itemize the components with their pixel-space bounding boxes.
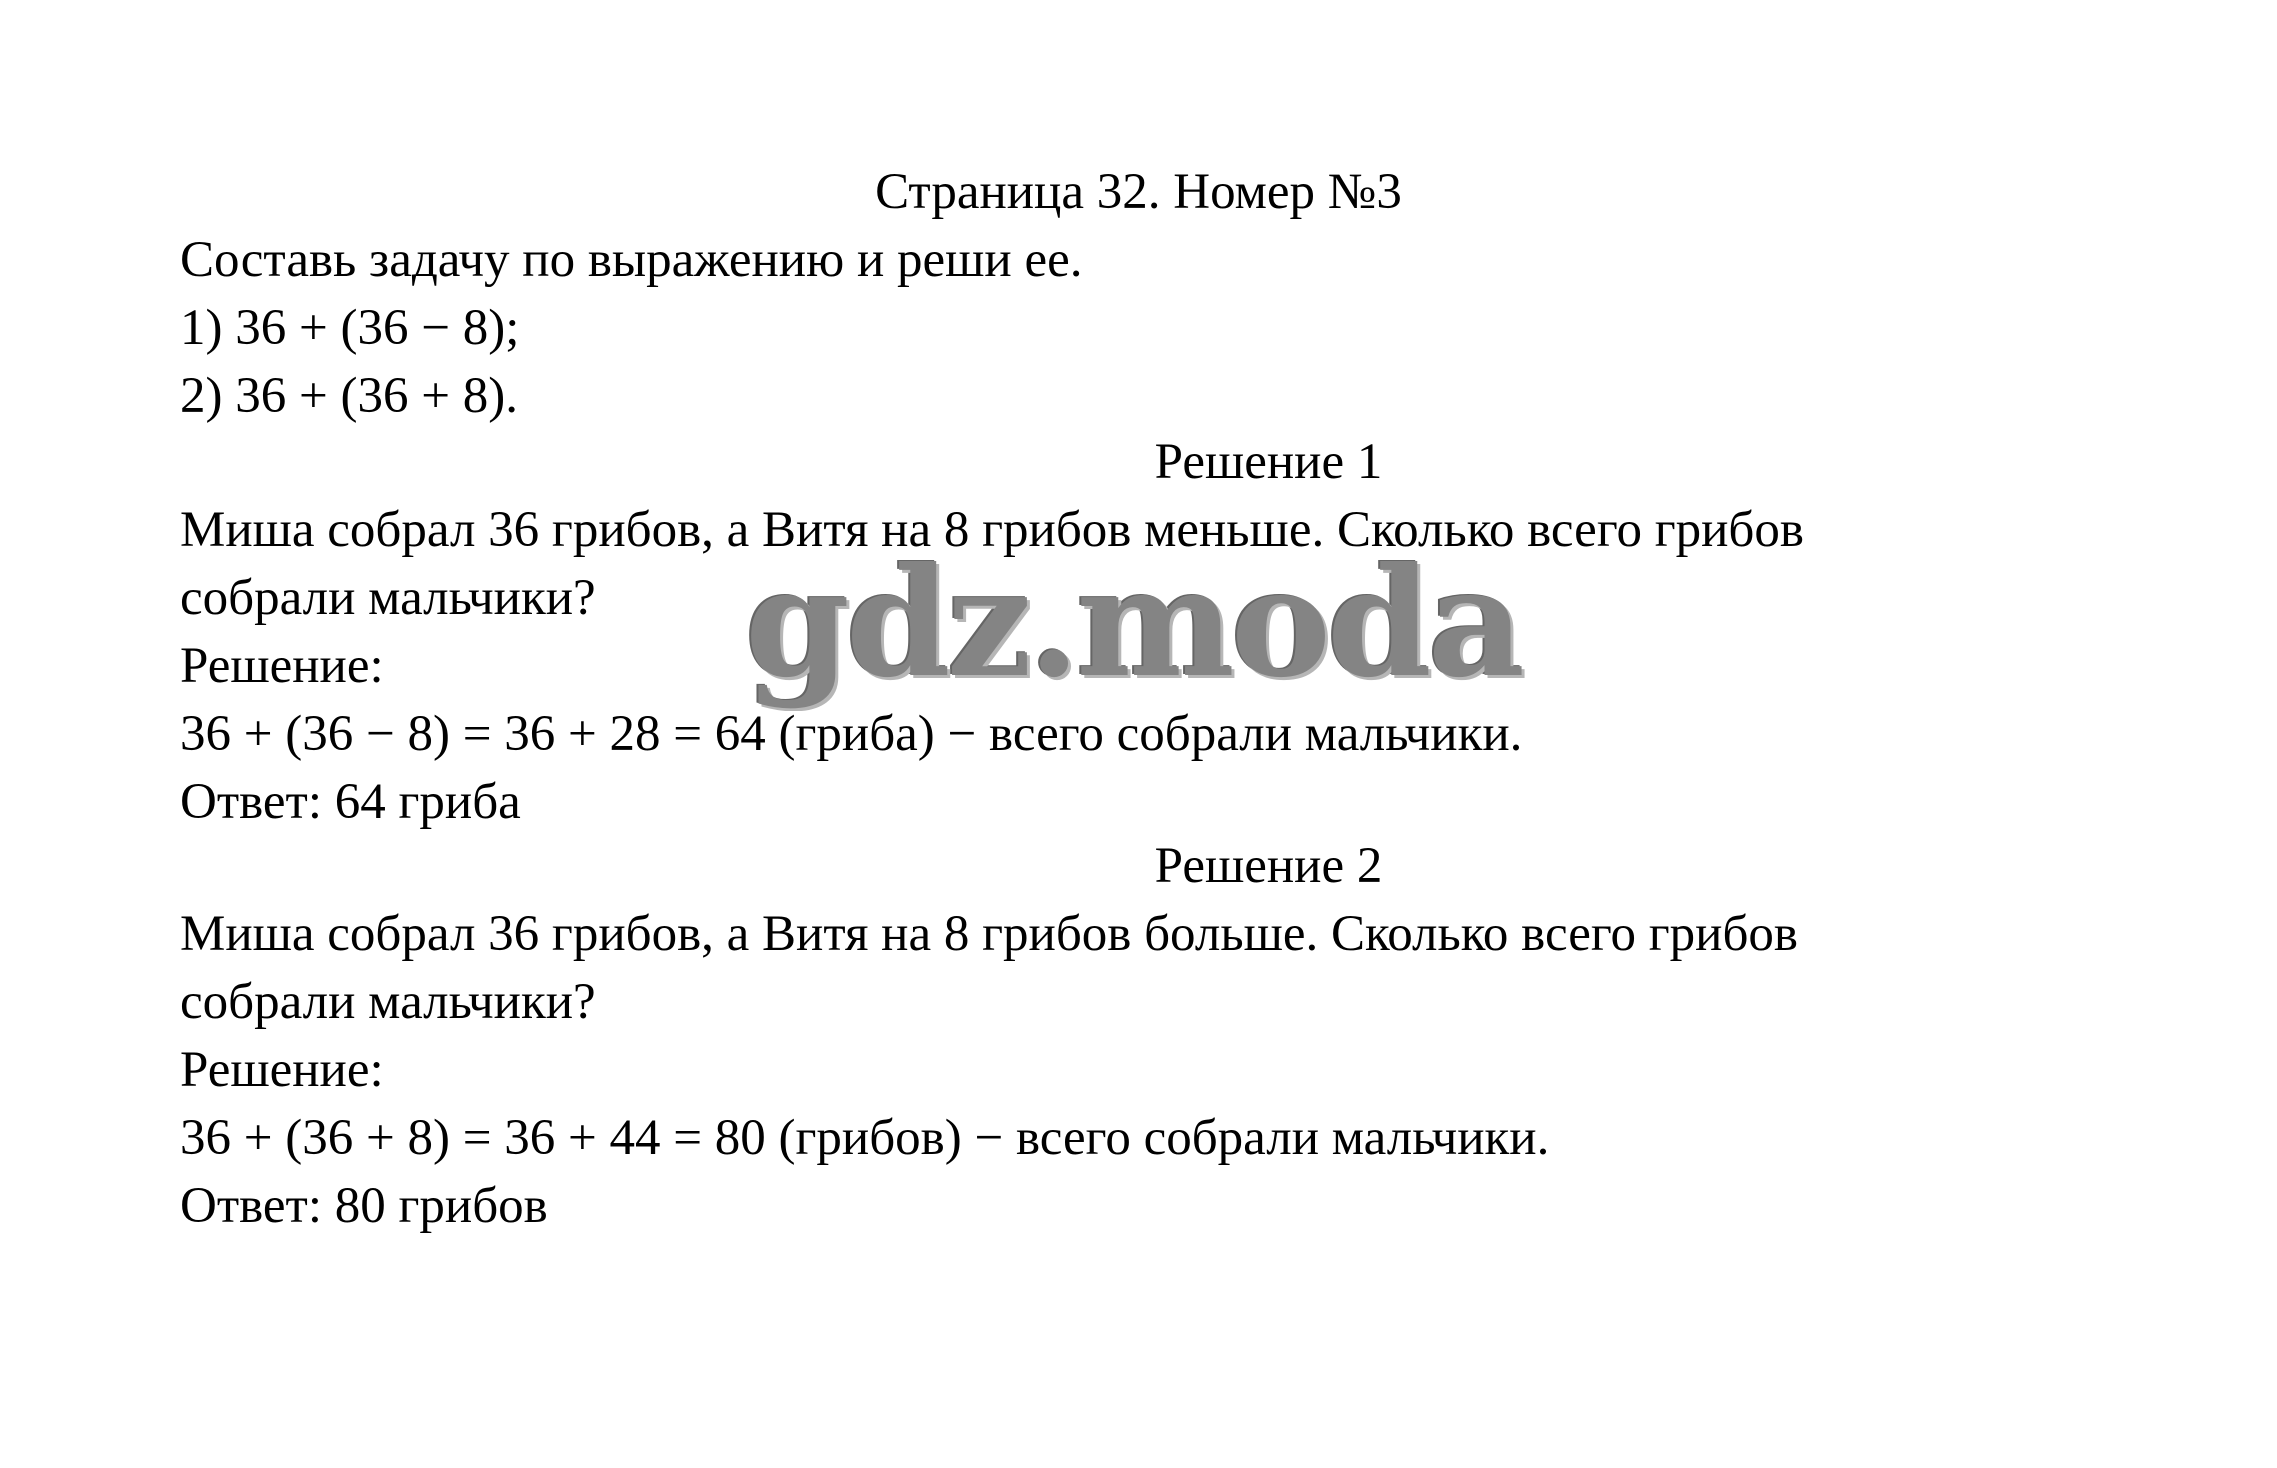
solution-2-label: Решение: bbox=[180, 1042, 384, 1098]
page-title: Страница 32. Номер №3 bbox=[875, 164, 1402, 220]
solution-1-label: Решение: bbox=[180, 638, 384, 694]
solution-2-answer: Ответ: 80 грибов bbox=[180, 1178, 548, 1234]
solution-1-problem-line-1: Миша собрал 36 грибов, а Витя на 8 грибов меньше. Сколько всего грибов bbox=[180, 502, 1804, 558]
expression-1: 1) 36 + (36 − 8); bbox=[180, 300, 520, 356]
solution-1-answer: Ответ: 64 гриба bbox=[180, 774, 521, 830]
solution-2-heading: Решение 2 bbox=[1154, 838, 1383, 894]
solution-1-calculation: 36 + (36 − 8) = 36 + 28 = 64 (гриба) − всего собрали мальчики. bbox=[180, 706, 1523, 762]
solution-1-heading: Решение 1 bbox=[1154, 434, 1383, 490]
task-prompt: Составь задачу по выражению и реши ее. bbox=[180, 232, 1083, 288]
solution-2-problem-line-2: собрали мальчики? bbox=[180, 974, 596, 1030]
solution-2-problem-line-1: Миша собрал 36 грибов, а Витя на 8 грибов больше. Сколько всего грибов bbox=[180, 906, 1798, 962]
expression-2: 2) 36 + (36 + 8). bbox=[180, 368, 518, 424]
watermark-logo: gdz.moda bbox=[745, 535, 1522, 711]
solution-2-calculation: 36 + (36 + 8) = 36 + 44 = 80 (грибов) − всего собрали мальчики. bbox=[180, 1110, 1550, 1166]
solution-1-problem-line-2: собрали мальчики? bbox=[180, 570, 596, 626]
